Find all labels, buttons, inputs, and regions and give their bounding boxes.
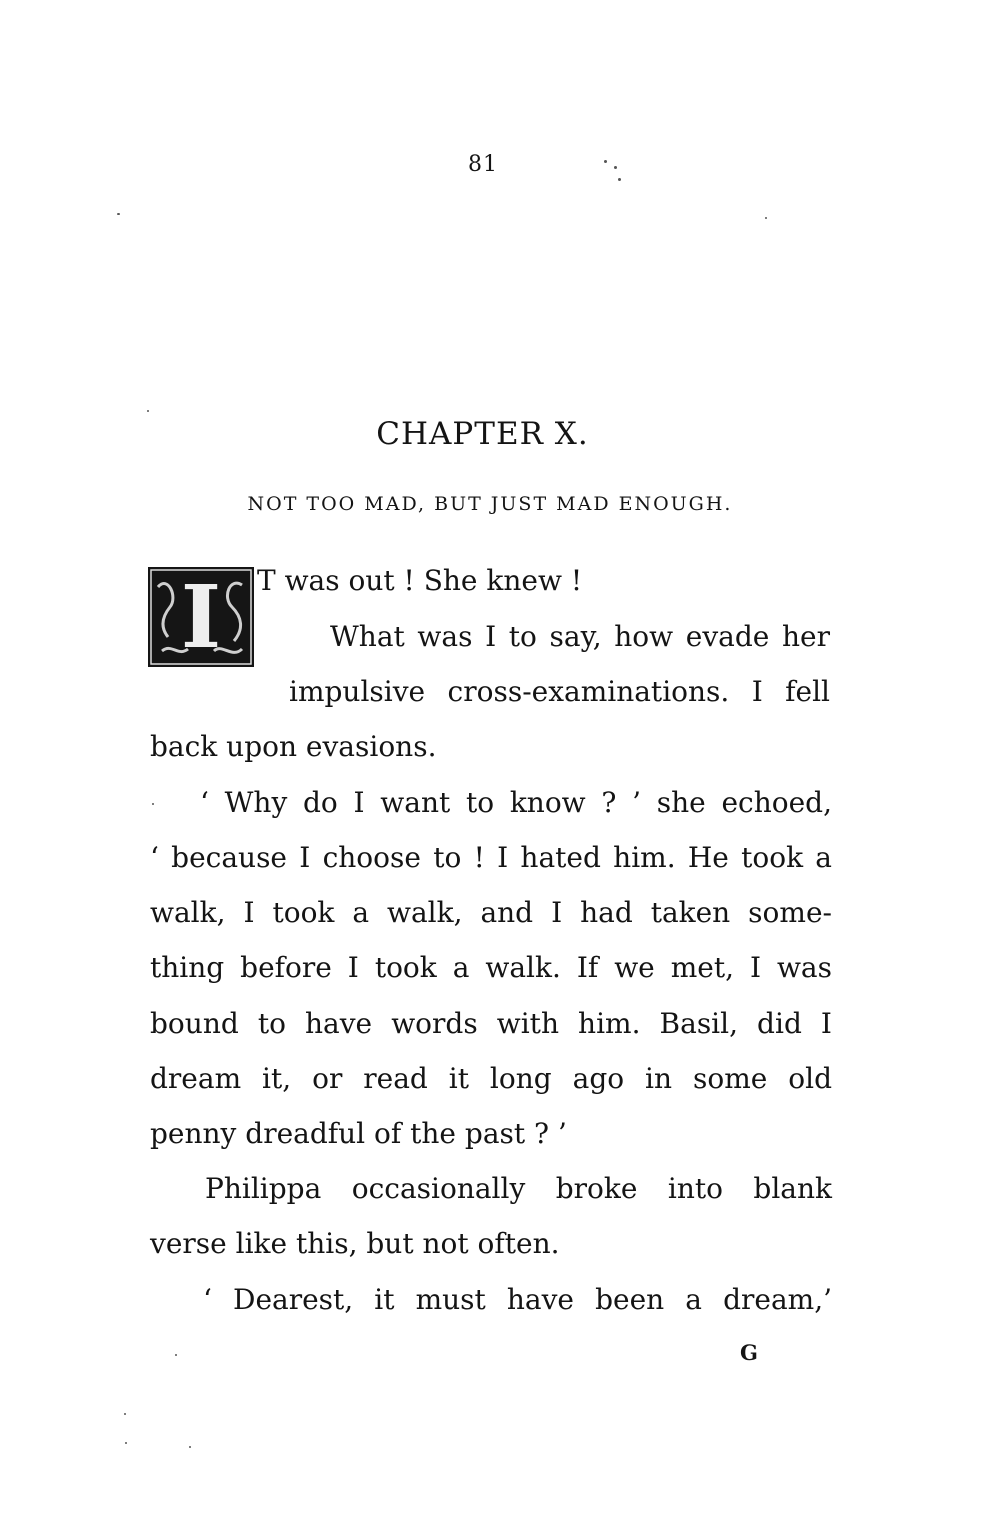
scan-speck <box>117 213 120 215</box>
body-line: penny dreadful of the past ? ’ <box>150 1117 567 1150</box>
chapter-subtitle: NOT TOO MAD, BUT JUST MAD ENOUGH. <box>247 493 733 515</box>
body-line: thing before I took a walk. If we met, I was <box>150 951 832 984</box>
body-line: walk, I took a walk, and I had taken some- <box>150 896 832 929</box>
body-line: ‘ Why do I want to know ? ’ she echoed, <box>200 786 832 819</box>
body-line: ‘ Dearest, it must have been a dream,’ <box>203 1283 832 1316</box>
page-number: 81 <box>468 152 498 177</box>
scan-speck <box>125 1442 127 1444</box>
scan-speck <box>765 217 767 219</box>
body-line: bound to have words with him. Basil, did I <box>150 1007 832 1040</box>
drop-cap-letter-graphic <box>148 567 254 667</box>
drop-cap-line-rest: T was out ! She knew ! <box>257 564 583 597</box>
body-line: back upon evasions. <box>150 730 437 763</box>
body-line: ‘ because I choose to ! I hated him. He took a <box>150 841 832 874</box>
scan-speck <box>124 1413 126 1415</box>
drop-cap-ornament <box>148 567 254 667</box>
scan-speck <box>152 803 154 805</box>
scan-speck <box>147 410 149 412</box>
scan-speck <box>189 1446 191 1448</box>
scan-speck <box>604 160 607 163</box>
chapter-title: CHAPTER X. <box>376 416 589 452</box>
scan-speck <box>618 178 621 181</box>
scan-speck <box>614 166 617 169</box>
body-line: dream it, or read it long ago in some old <box>150 1062 832 1095</box>
drop-cap-letter: I <box>180 567 222 667</box>
body-line: verse like this, but not often. <box>150 1227 560 1260</box>
body-line: What was I to say, how evade her <box>330 620 830 653</box>
signature-mark: G <box>740 1340 758 1365</box>
body-line: impulsive cross-examinations. I fell <box>289 675 830 708</box>
body-line: Philippa occasionally broke into blank <box>205 1172 832 1205</box>
scan-speck <box>175 1354 177 1356</box>
